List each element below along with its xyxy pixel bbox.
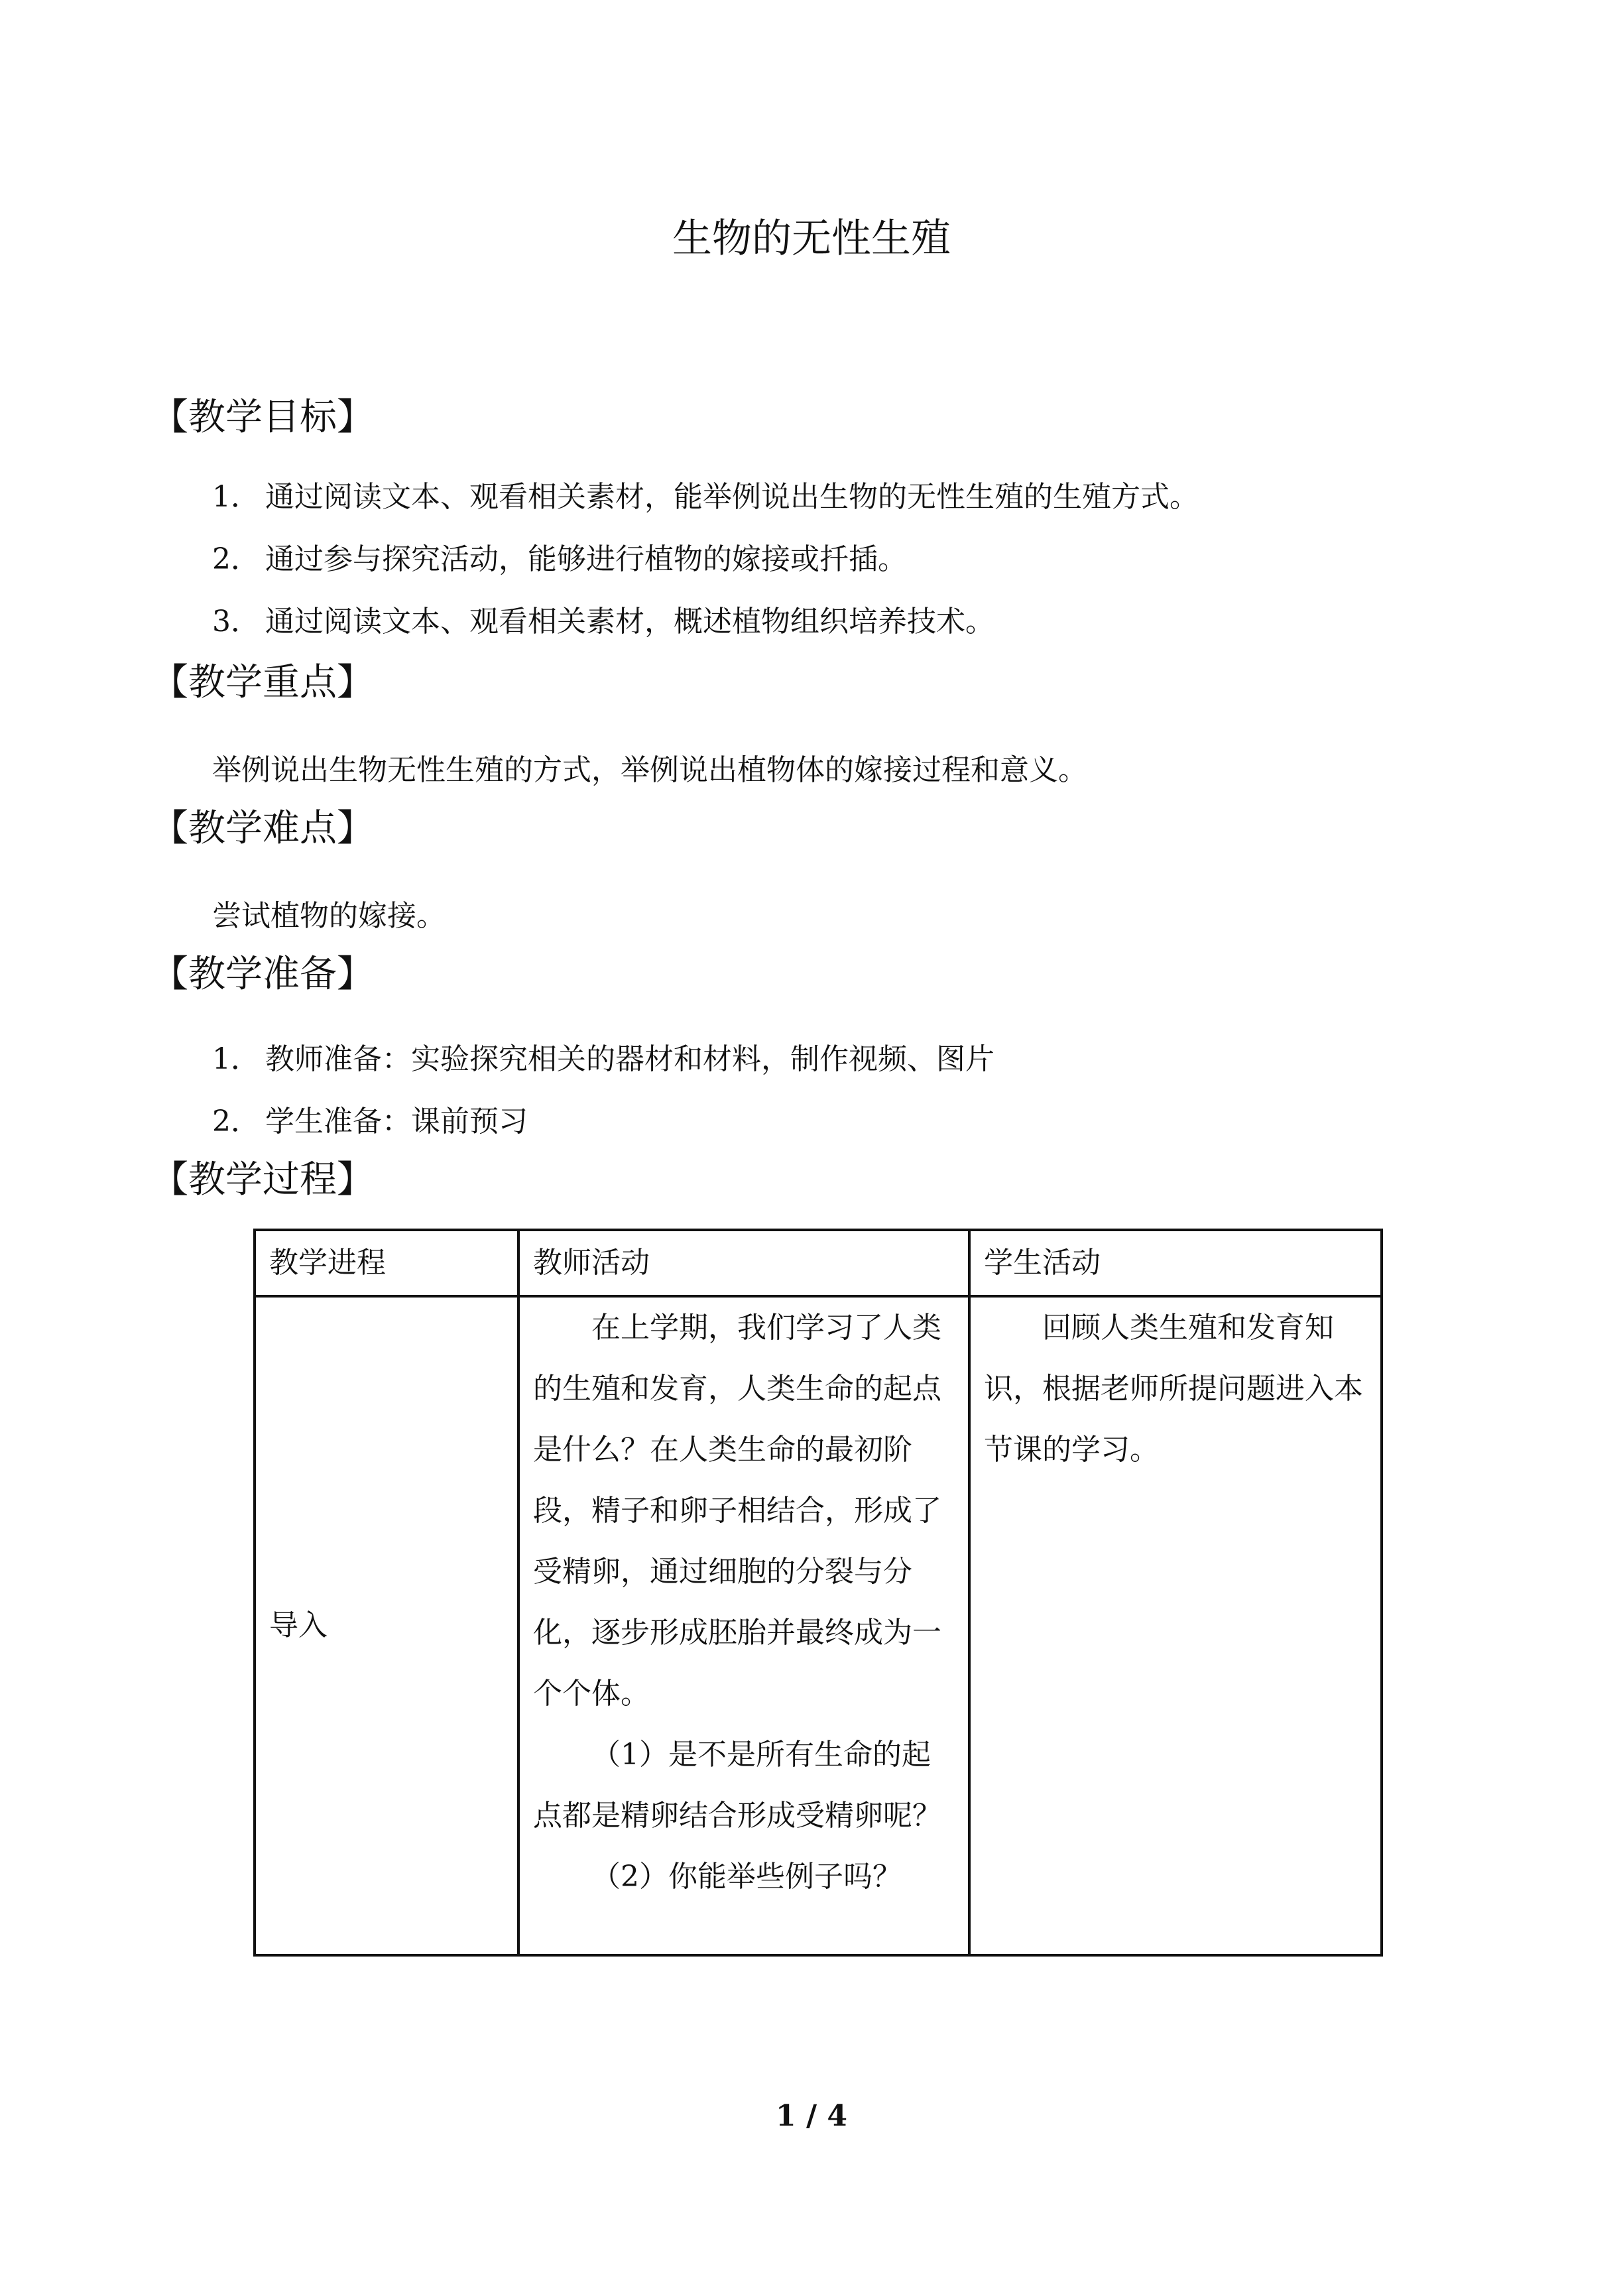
- objective-text: 通过参与探究活动，能够进行植物的嫁接或扦插。: [265, 542, 907, 576]
- student-activity-cell: [969, 1296, 1382, 1955]
- objective-number: 3．: [212, 605, 260, 638]
- preparation-item: [212, 1038, 994, 1081]
- teacher-activity-question: （2）你能举些例子吗？: [591, 1860, 902, 1894]
- student-activity-paragraph: 回顾人类生殖和发育知识，根据老师所提问题进入本节课的学习。: [984, 1311, 1363, 1467]
- objectives-heading: 【教学目标】: [151, 396, 374, 439]
- column-header-stage: 教学进程: [255, 1230, 518, 1296]
- objective-number: 1．: [212, 480, 260, 514]
- difficulties-text: 尝试植物的嫁接。: [212, 899, 446, 933]
- objective-text: 通过阅读文本、观看相关素材，能举例说出生物的无性生殖的生殖方式。: [265, 480, 1199, 514]
- process-table: [253, 1229, 1383, 1957]
- stage-cell: 导入: [255, 1296, 518, 1955]
- teacher-activity-cell: [518, 1296, 969, 1955]
- preparation-text: 学生准备：课前预习: [265, 1105, 528, 1138]
- objective-item: [212, 476, 1199, 518]
- preparation-number: 1．: [212, 1042, 260, 1076]
- teacher-activity-paragraph: 在上学期，我们学习了人类的生殖和发育，人类生命的起点是什么？在人类生命的最初阶段，精子和卵子相结合，形成了受精卵，通过细胞的分裂与分化，逐步形成胚胎并最终成为一个个体。: [533, 1311, 941, 1711]
- preparation-item: [212, 1101, 528, 1143]
- page-number: 1 / 4: [776, 2099, 847, 2133]
- column-header-teacher: 教师活动: [518, 1230, 969, 1296]
- teacher-activity-question: （1）是不是所有生命的起点都是精卵结合形成受精卵呢？: [533, 1738, 941, 1833]
- column-header-student: 学生活动: [969, 1230, 1382, 1296]
- table-row: [255, 1296, 1382, 1955]
- objective-text: 通过阅读文本、观看相关素材，概述植物组织培养技术。: [265, 605, 994, 638]
- preparation-text: 教师准备：实验探究相关的器材和材料，制作视频、图片: [265, 1042, 994, 1076]
- objective-item: [212, 601, 994, 643]
- objective-item: [212, 538, 907, 581]
- objective-number: 2．: [212, 542, 260, 576]
- preparation-number: 2．: [212, 1105, 260, 1138]
- key-points-text: 举例说出生物无性生殖的方式，举例说出植物体的嫁接过程和意义。: [212, 753, 1087, 787]
- difficulties-heading: 【教学难点】: [151, 807, 374, 850]
- key-points-heading: 【教学重点】: [151, 661, 374, 704]
- table-header-row: [255, 1230, 1382, 1296]
- process-heading: 【教学过程】: [151, 1158, 374, 1201]
- page-title: 生物的无性生殖: [672, 215, 951, 262]
- preparation-heading: 【教学准备】: [151, 953, 374, 996]
